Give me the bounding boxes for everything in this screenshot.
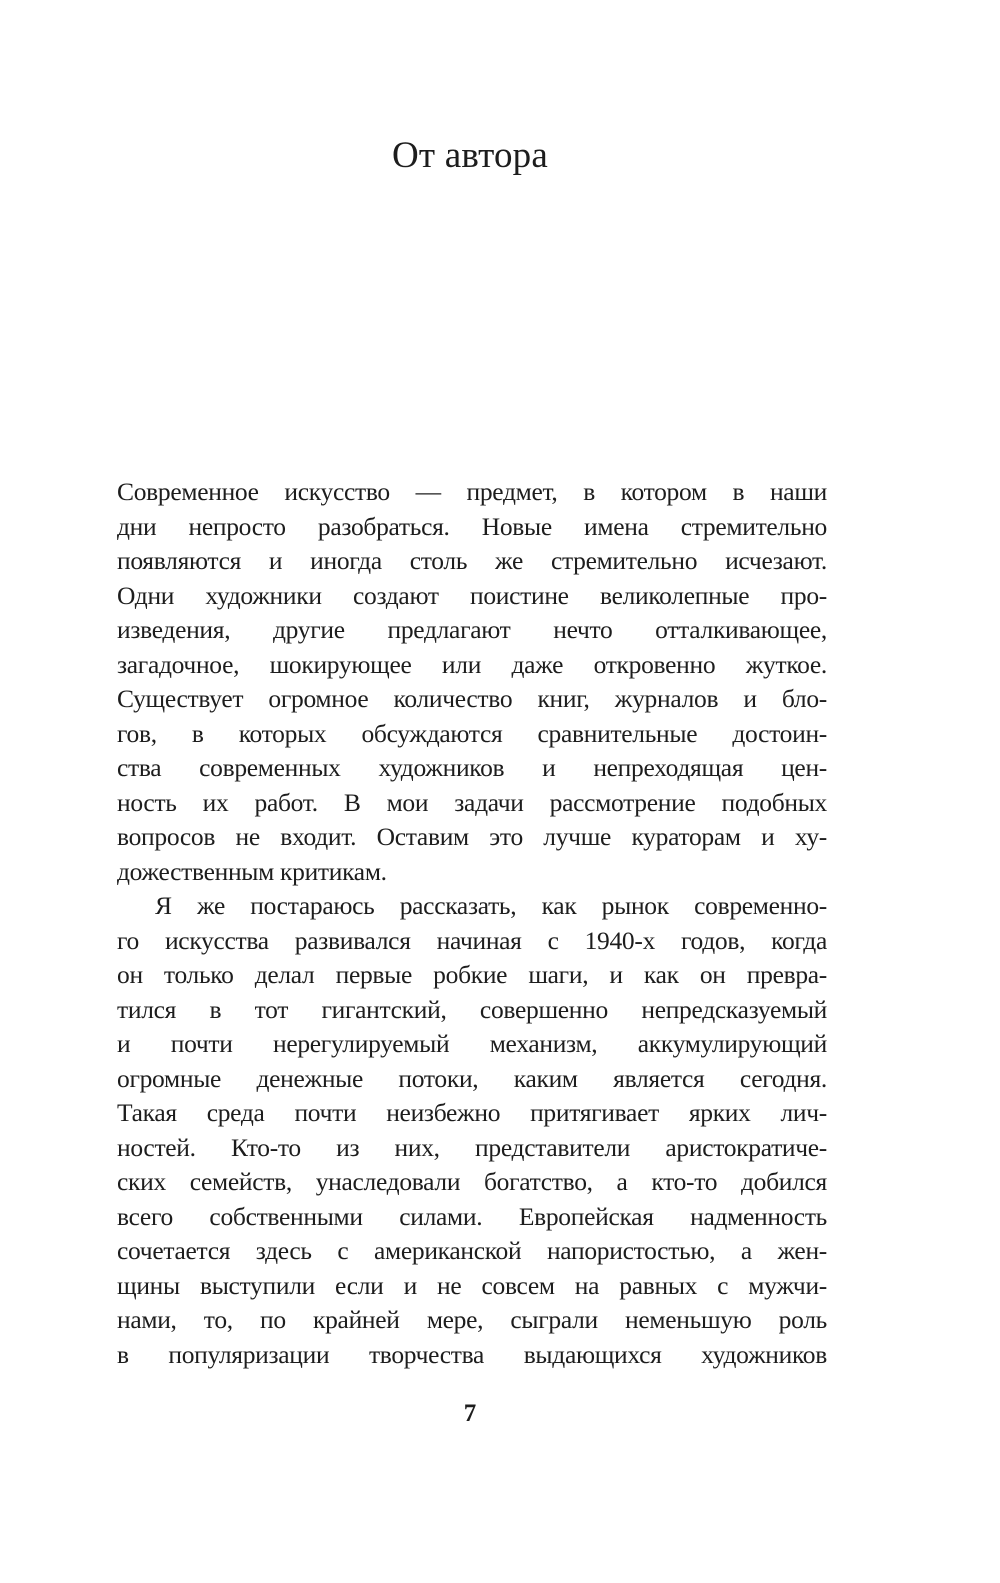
paragraph	[117, 475, 827, 889]
text-line: тился в тот гигантский, совершенно непредсказуемый	[117, 994, 827, 1024]
text-line: огромные денежные потоки, каким является сегодня.	[117, 1063, 827, 1093]
text-line: Существует огромное количество книг, журналов и бло-	[117, 684, 827, 713]
text-line: ства современных художников и непреходящая цен-	[117, 753, 827, 782]
text-line: всего собственными силами. Европейская надменность	[117, 1201, 827, 1231]
text-line: и почти нерегулируемый механизм, аккумулирующий	[117, 1029, 827, 1058]
text-line: го искусства развивался начиная с 1940-х годов, когда	[117, 925, 827, 955]
chapter-title: От автора	[391, 135, 548, 176]
text-line: вопросов не входит. Оставим это лучше кураторам и ху-	[117, 822, 827, 851]
text-line: гов, в которых обсуждаются сравнительные достоин-	[117, 718, 827, 748]
text-line: изведения, другие предлагают нечто отталкивающее,	[117, 615, 827, 644]
paragraph	[117, 889, 827, 1372]
text-line: ностей. Кто-то из них, представители аристократиче-	[117, 1132, 827, 1162]
page-number: 7	[463, 1400, 477, 1427]
text-line: в популяризации творчества выдающихся художников	[117, 1339, 827, 1369]
text-line: он только делал первые робкие шаги, и как он превра-	[117, 960, 827, 989]
text-line: сочетается здесь с американской напористостью, а жен-	[117, 1236, 827, 1265]
text-line: ских семейств, унаследовали богатство, а кто-то добился	[117, 1167, 827, 1196]
text-line: Такая среда почти неизбежно притягивает ярких лич-	[117, 1098, 827, 1127]
text-line: нами, то, по крайней мере, сыграли неменьшую роль	[117, 1305, 827, 1334]
body-text	[117, 475, 827, 1372]
text-line: щины выступили если и не совсем на равных с мужчи-	[117, 1270, 827, 1300]
text-line: загадочное, шокирующее или даже откровенно жуткое.	[117, 649, 827, 679]
text-line: Я же постараюсь рассказать, как рынок современно-	[155, 891, 827, 920]
text-line: Одни художники создают поистине великолепные про-	[117, 580, 827, 610]
text-line: появляются и иногда столь же стремительно исчезают.	[117, 546, 827, 575]
text-line: дни непросто разобраться. Новые имена стремительно	[117, 511, 827, 541]
text-line: дожественным критикам.	[117, 856, 387, 886]
text-line: ность их работ. В мои задачи рассмотрение подобных	[117, 787, 827, 817]
text-line: Современное искусство — предмет, в котором в наши	[117, 477, 827, 506]
